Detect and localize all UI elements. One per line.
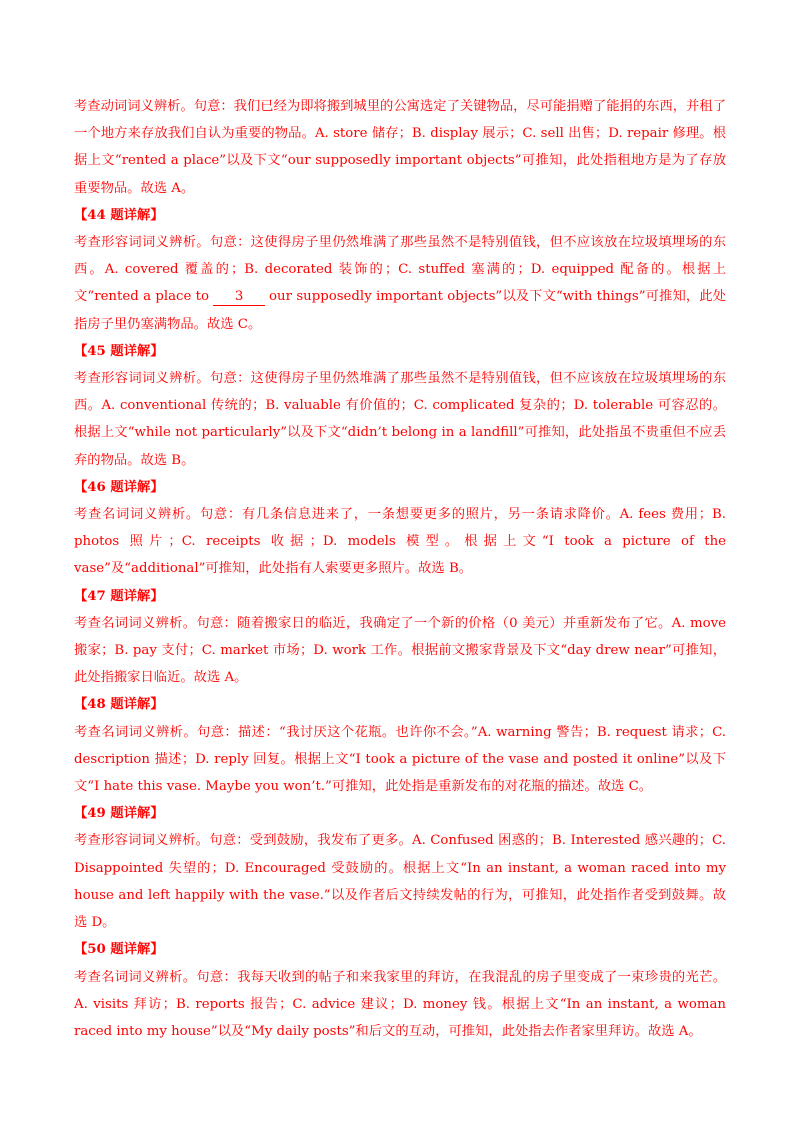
explanation-44-part2: our supposedly important objects”以及下文“with things”可推知，此处指房子里仍塞满物品。故选 C。: [74, 289, 727, 332]
heading-46: 【46 题详解】: [74, 479, 164, 495]
explanation-44: [74, 229, 726, 338]
explanation-50: 考查名词词义辨析。句意：我每天收到的帖子和来我家里的拜访，在我混乱的房子里变成了一束珍贵的光芒。A. visits 拜访；B. reports 报告；C. advice 建议；D. money 钱。根据上文“In an instant, a woman raced into my house”以及“My daily posts”和后文的互动，可推知，此处指去作者家里拜访。故选 A。: [74, 969, 726, 1039]
heading-49: 【49 题详解】: [74, 806, 164, 822]
answer-explanations: [74, 93, 726, 1045]
heading-44: 【44 题详解】: [74, 207, 164, 223]
explanation-44-part1: 考查形容词词义辨析。句意：这使得房子里仍然堆满了那些虽然不是特别值钱，但不应该放在垃圾填埋场的东西。A. covered 覆盖的；B. decorated 装饰的；C. stuffed 塞满的；D. equipped 配备的。根据上文“rented a place to: [74, 235, 726, 305]
explanation-48: 考查名词词义辨析。句意：描述：“我讨厌这个花瓶。也许你不会。”A. warning 警告；B. request 请求；C. description 描述；D. reply 回复。根据上文“I took a picture of the vase and posted it online”以及下文“I hate this vase. Maybe you won’t.”可推知，此处指是重新发布的对花瓶的描述。故选 C。: [74, 724, 726, 795]
heading-48: 【48 题详解】: [74, 697, 164, 713]
explanation-43: 考查动词词义辨析。句意：我们已经为即将搬到城里的公寓选定了关键物品，尽可能捐赠了能捐的东西，并租了一个地方来存放我们自认为重要的物品。A. store 储存；B. display 展示；C. sell 出售；D. repair 修理。根据上文“rented a place”以及下文“our supposedly important objects”可推知，此处指租地方是为了存放重要物品。故选 A。: [74, 99, 726, 196]
heading-45: 【45 题详解】: [74, 343, 164, 359]
explanation-49: 考查形容词词义辨析。句意：受到鼓励，我发布了更多。A. Confused 困惑的；B. Interested 感兴趣的；C. Disappointed 失望的；D. Encouraged 受鼓励的。根据上文“In an instant, a woman raced into my house and left happily with the vase.”以及作者后文持续发帖的行为，可推知，此处指作者受到鼓舞。故选 D。: [74, 833, 726, 931]
explanation-47: 考查名词词义辨析。句意：随着搬家日的临近，我确定了一个新的价格（0 美元）并重新发布了它。A. move 搬家；B. pay 支付；C. market 市场；D. work 工作。根据前文搬家背景及下文“day drew near”可推知，此处指搬家日临近。故选 A。: [74, 615, 726, 686]
heading-50: 【50 题详解】: [74, 942, 164, 958]
heading-47: 【47 题详解】: [74, 588, 164, 604]
blank-number: 3: [213, 289, 265, 306]
explanation-45: 考查形容词词义辨析。句意：这使得房子里仍然堆满了那些虽然不是特别值钱，但不应该放在垃圾填埋场的东西。A. conventional 传统的；B. valuable 有价值的；C. complicated 复杂的；D. tolerable 可容忍的。根据上文“while not particularly”以及下文“didn’t belong in a landfill”可推知，此处指虽不贵重但不应丢弃的物品。故选 B。: [74, 371, 726, 468]
explanation-46: 考查名词词义辨析。句意：有几条信息进来了，一条想要更多的照片，另一条请求降价。A. fees 费用；B. photos 照片；C. receipts 收据；D. models 模型。根据上文“I took a picture of the vase”及“additional”可推知，此处指有人索要更多照片。故选 B。: [74, 507, 726, 577]
